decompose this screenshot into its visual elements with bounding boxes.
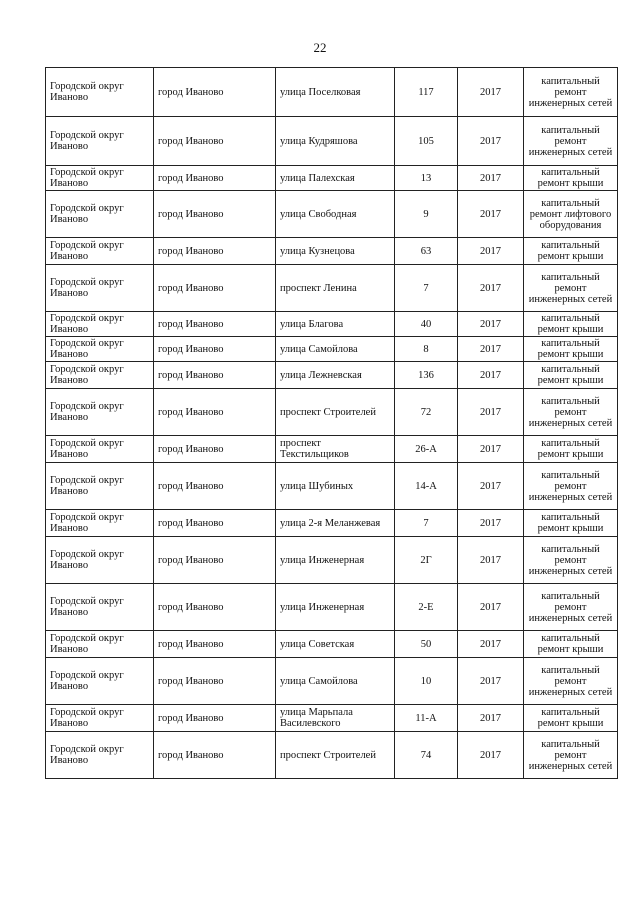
cell-region: Городской округ Иваново — [46, 705, 154, 732]
table-row — [46, 631, 618, 658]
table-row — [46, 312, 618, 337]
cell-work-type: капитальный ремонт крыши — [524, 337, 618, 362]
cell-work-type: капитальный ремонт инженерных сетей — [524, 658, 618, 705]
cell-region: Городской округ Иваново — [46, 166, 154, 191]
cell-region: Городской округ Иваново — [46, 436, 154, 463]
cell-house: 8 — [395, 337, 458, 362]
cell-city: город Иваново — [154, 705, 276, 732]
cell-work-type: капитальный ремонт крыши — [524, 166, 618, 191]
cell-region: Городской округ Иваново — [46, 631, 154, 658]
cell-year: 2017 — [458, 166, 524, 191]
cell-city: город Иваново — [154, 337, 276, 362]
cell-year: 2017 — [458, 732, 524, 779]
cell-work-type: капитальный ремонт крыши — [524, 238, 618, 265]
cell-house: 7 — [395, 510, 458, 537]
cell-region: Городской округ Иваново — [46, 510, 154, 537]
cell-region: Городской округ Иваново — [46, 463, 154, 510]
cell-year: 2017 — [458, 510, 524, 537]
cell-work-type: капитальный ремонт крыши — [524, 436, 618, 463]
cell-house: 9 — [395, 191, 458, 238]
cell-region: Городской округ Иваново — [46, 117, 154, 166]
cell-year: 2017 — [458, 337, 524, 362]
cell-street: улица Инженерная — [276, 537, 395, 584]
cell-street: улица Шубиных — [276, 463, 395, 510]
cell-street: проспект Текстильщиков — [276, 436, 395, 463]
table-row — [46, 337, 618, 362]
cell-year: 2017 — [458, 265, 524, 312]
table-row — [46, 238, 618, 265]
cell-work-type: капитальный ремонт крыши — [524, 705, 618, 732]
cell-year: 2017 — [458, 389, 524, 436]
cell-year: 2017 — [458, 631, 524, 658]
cell-house: 105 — [395, 117, 458, 166]
cell-year: 2017 — [458, 463, 524, 510]
table-row — [46, 463, 618, 510]
cell-street: улица Самойлова — [276, 658, 395, 705]
cell-house: 10 — [395, 658, 458, 705]
cell-work-type: капитальный ремонт лифтового оборудования — [524, 191, 618, 238]
cell-street: улица Свободная — [276, 191, 395, 238]
cell-street: улица Советская — [276, 631, 395, 658]
cell-region: Городской округ Иваново — [46, 68, 154, 117]
cell-year: 2017 — [458, 436, 524, 463]
cell-year: 2017 — [458, 191, 524, 238]
cell-work-type: капитальный ремонт инженерных сетей — [524, 389, 618, 436]
cell-house: 63 — [395, 238, 458, 265]
cell-year: 2017 — [458, 584, 524, 631]
table-row — [46, 705, 618, 732]
cell-region: Городской округ Иваново — [46, 362, 154, 389]
cell-house: 2Г — [395, 537, 458, 584]
cell-street: улица Инженерная — [276, 584, 395, 631]
table-body — [46, 68, 618, 779]
cell-street: улица Поселковая — [276, 68, 395, 117]
table-row — [46, 584, 618, 631]
table-row — [46, 510, 618, 537]
cell-city: город Иваново — [154, 631, 276, 658]
cell-house: 50 — [395, 631, 458, 658]
repair-schedule-table — [45, 67, 618, 779]
cell-year: 2017 — [458, 312, 524, 337]
cell-street: проспект Строителей — [276, 732, 395, 779]
cell-house: 14-А — [395, 463, 458, 510]
cell-work-type: капитальный ремонт инженерных сетей — [524, 265, 618, 312]
page-number: 22 — [313, 40, 327, 55]
table-row — [46, 68, 618, 117]
cell-year: 2017 — [458, 658, 524, 705]
cell-region: Городской округ Иваново — [46, 584, 154, 631]
cell-work-type: капитальный ремонт крыши — [524, 362, 618, 389]
cell-city: город Иваново — [154, 732, 276, 779]
cell-year: 2017 — [458, 117, 524, 166]
table-row — [46, 436, 618, 463]
table-row — [46, 658, 618, 705]
cell-street: улица Кудряшова — [276, 117, 395, 166]
cell-city: город Иваново — [154, 166, 276, 191]
cell-city: город Иваново — [154, 362, 276, 389]
cell-region: Городской округ Иваново — [46, 238, 154, 265]
cell-work-type: капитальный ремонт инженерных сетей — [524, 584, 618, 631]
table-row — [46, 537, 618, 584]
cell-street: проспект Строителей — [276, 389, 395, 436]
cell-house: 7 — [395, 265, 458, 312]
table-row — [46, 732, 618, 779]
table-row — [46, 389, 618, 436]
cell-street: улица Самойлова — [276, 337, 395, 362]
cell-house: 40 — [395, 312, 458, 337]
cell-city: город Иваново — [154, 312, 276, 337]
cell-region: Городской округ Иваново — [46, 658, 154, 705]
cell-work-type: капитальный ремонт крыши — [524, 312, 618, 337]
cell-city: город Иваново — [154, 389, 276, 436]
cell-house: 13 — [395, 166, 458, 191]
cell-work-type: капитальный ремонт инженерных сетей — [524, 117, 618, 166]
cell-year: 2017 — [458, 68, 524, 117]
table-row — [46, 117, 618, 166]
cell-house: 26-А — [395, 436, 458, 463]
cell-street: улица Лежневская — [276, 362, 395, 389]
table-row — [46, 166, 618, 191]
cell-region: Городской округ Иваново — [46, 312, 154, 337]
cell-city: город Иваново — [154, 537, 276, 584]
cell-year: 2017 — [458, 537, 524, 584]
cell-work-type: капитальный ремонт крыши — [524, 631, 618, 658]
cell-house: 117 — [395, 68, 458, 117]
cell-city: город Иваново — [154, 510, 276, 537]
table-row — [46, 191, 618, 238]
cell-city: город Иваново — [154, 463, 276, 510]
cell-region: Городской округ Иваново — [46, 191, 154, 238]
cell-street: улица Кузнецова — [276, 238, 395, 265]
cell-city: город Иваново — [154, 265, 276, 312]
table-row — [46, 265, 618, 312]
cell-house: 136 — [395, 362, 458, 389]
cell-city: город Иваново — [154, 658, 276, 705]
cell-region: Городской округ Иваново — [46, 389, 154, 436]
cell-house: 2-Е — [395, 584, 458, 631]
cell-city: город Иваново — [154, 436, 276, 463]
cell-street: улица 2-я Меланжевая — [276, 510, 395, 537]
cell-year: 2017 — [458, 705, 524, 732]
cell-house: 74 — [395, 732, 458, 779]
cell-region: Городской округ Иваново — [46, 265, 154, 312]
cell-year: 2017 — [458, 238, 524, 265]
cell-region: Городской округ Иваново — [46, 337, 154, 362]
cell-city: город Иваново — [154, 117, 276, 166]
cell-street: проспект Ленина — [276, 265, 395, 312]
cell-city: город Иваново — [154, 191, 276, 238]
cell-year: 2017 — [458, 362, 524, 389]
cell-street: улица Благова — [276, 312, 395, 337]
cell-work-type: капитальный ремонт инженерных сетей — [524, 463, 618, 510]
cell-street: улица Палехская — [276, 166, 395, 191]
cell-work-type: капитальный ремонт крыши — [524, 510, 618, 537]
cell-region: Городской округ Иваново — [46, 537, 154, 584]
cell-house: 11-А — [395, 705, 458, 732]
cell-house: 72 — [395, 389, 458, 436]
cell-work-type: капитальный ремонт инженерных сетей — [524, 732, 618, 779]
table-row — [46, 362, 618, 389]
cell-work-type: капитальный ремонт инженерных сетей — [524, 537, 618, 584]
cell-city: город Иваново — [154, 68, 276, 117]
cell-street: улица Марьпала Василевского — [276, 705, 395, 732]
cell-work-type: капитальный ремонт инженерных сетей — [524, 68, 618, 117]
cell-city: город Иваново — [154, 584, 276, 631]
cell-city: город Иваново — [154, 238, 276, 265]
cell-region: Городской округ Иваново — [46, 732, 154, 779]
